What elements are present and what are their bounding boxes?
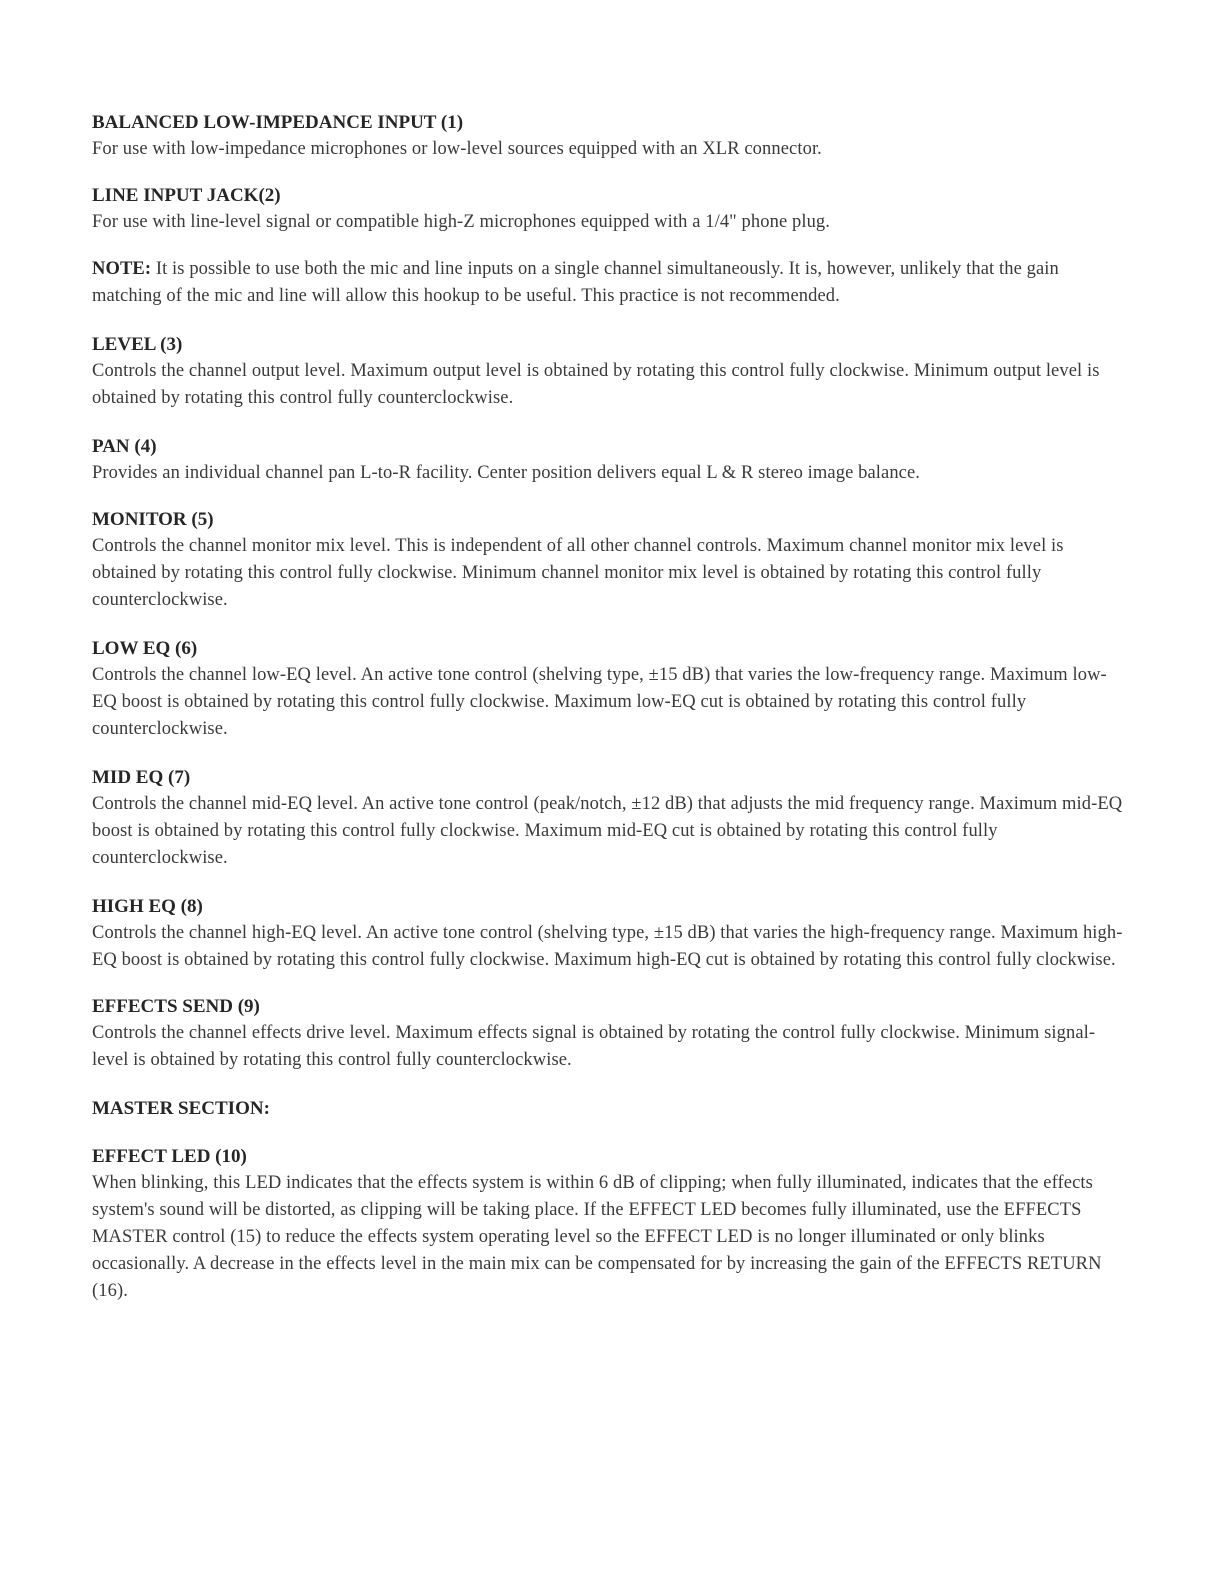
section-heading: LEVEL (3) bbox=[92, 334, 183, 355]
section-level bbox=[92, 332, 1127, 412]
section-heading: EFFECT LED (10) bbox=[92, 1146, 247, 1167]
section-heading: EFFECTS SEND (9) bbox=[92, 996, 260, 1017]
section-effect-led bbox=[92, 1144, 1127, 1305]
section-text: Controls the channel effects drive level. Maximum effects signal is obtained by rotating the control fully clockwise. Minimum signal-level is obtained by rotating this control fully counterclockwise. bbox=[92, 1023, 1096, 1070]
section-heading: LOW EQ (6) bbox=[92, 638, 198, 659]
section-master bbox=[92, 1096, 1127, 1122]
section-line-input bbox=[92, 183, 1127, 236]
manual-page bbox=[92, 110, 1127, 1305]
section-heading: HIGH EQ (8) bbox=[92, 896, 203, 917]
section-high-eq bbox=[92, 894, 1127, 974]
section-heading: PAN (4) bbox=[92, 436, 157, 457]
section-text: Controls the channel monitor mix level. This is independent of all other channel controls. Maximum channel monitor mix level is obtained by rotating this control fully clockwise. Minimum channel monitor mix level is obtained by rotating this control fully counterclockwise. bbox=[92, 536, 1064, 610]
section-effects-send bbox=[92, 994, 1127, 1074]
section-text: Controls the channel high-EQ level. An active tone control (shelving type, ±15 dB) that varies the high-frequency range. Maximum high-EQ boost is obtained by rotating this control fully clockwise. Maximum high-EQ cut is obtained by rotating this control fully clockwise. bbox=[92, 923, 1123, 970]
note-label: NOTE: bbox=[92, 259, 152, 279]
section-heading: MID EQ (7) bbox=[92, 767, 191, 788]
section-text: For use with line-level signal or compatible high-Z microphones equipped with a 1/4" phone plug. bbox=[92, 212, 830, 232]
section-balanced-input bbox=[92, 110, 1127, 163]
section-pan bbox=[92, 434, 1127, 487]
note-text: It is possible to use both the mic and line inputs on a single channel simultaneously. It is, however, unlikely that the gain matching of the mic and line will allow this hookup to be useful. This practice is not recommended. bbox=[92, 259, 1059, 306]
section-text: Controls the channel low-EQ level. An active tone control (shelving type, ±15 dB) that varies the low-frequency range. Maximum low-EQ boost is obtained by rotating this control fully clockwise. Maximum low-EQ cut is obtained by rotating this control fully counterclockwise. bbox=[92, 665, 1107, 739]
section-text: When blinking, this LED indicates that the effects system is within 6 dB of clipping; when fully illuminated, indicates that the effects system's sound will be distorted, as clipping will be taking place. If the EFFECT LED becomes fully illuminated, use the EFFECTS MASTER control (15) to reduce the effects system operating level so the EFFECT LED is no longer illuminated or only blinks occasionally. A decrease in the effects level in the main mix can be compensated for by increasing the gain of the EFFECTS RETURN (16). bbox=[92, 1173, 1102, 1301]
section-monitor bbox=[92, 507, 1127, 614]
section-text: Controls the channel mid-EQ level. An active tone control (peak/notch, ±12 dB) that adjusts the mid frequency range. Maximum mid-EQ boost is obtained by rotating this control fully clockwise. Maximum mid-EQ cut is obtained by rotating this control fully counterclockwise. bbox=[92, 794, 1123, 868]
section-mid-eq bbox=[92, 765, 1127, 872]
section-low-eq bbox=[92, 636, 1127, 743]
section-heading: LINE INPUT JACK(2) bbox=[92, 185, 281, 206]
section-note bbox=[92, 256, 1127, 310]
section-text: Controls the channel output level. Maximum output level is obtained by rotating this control fully clockwise. Minimum output level is obtained by rotating this control fully counterclockwise. bbox=[92, 361, 1100, 408]
note-paragraph bbox=[92, 256, 1127, 310]
section-heading: BALANCED LOW-IMPEDANCE INPUT (1) bbox=[92, 112, 464, 133]
master-section-heading: MASTER SECTION: bbox=[92, 1098, 270, 1119]
section-text: Provides an individual channel pan L-to-R facility. Center position delivers equal L & R stereo image balance. bbox=[92, 463, 921, 483]
section-text: For use with low-impedance microphones or low-level sources equipped with an XLR connector. bbox=[92, 139, 822, 159]
section-heading: MONITOR (5) bbox=[92, 509, 214, 530]
